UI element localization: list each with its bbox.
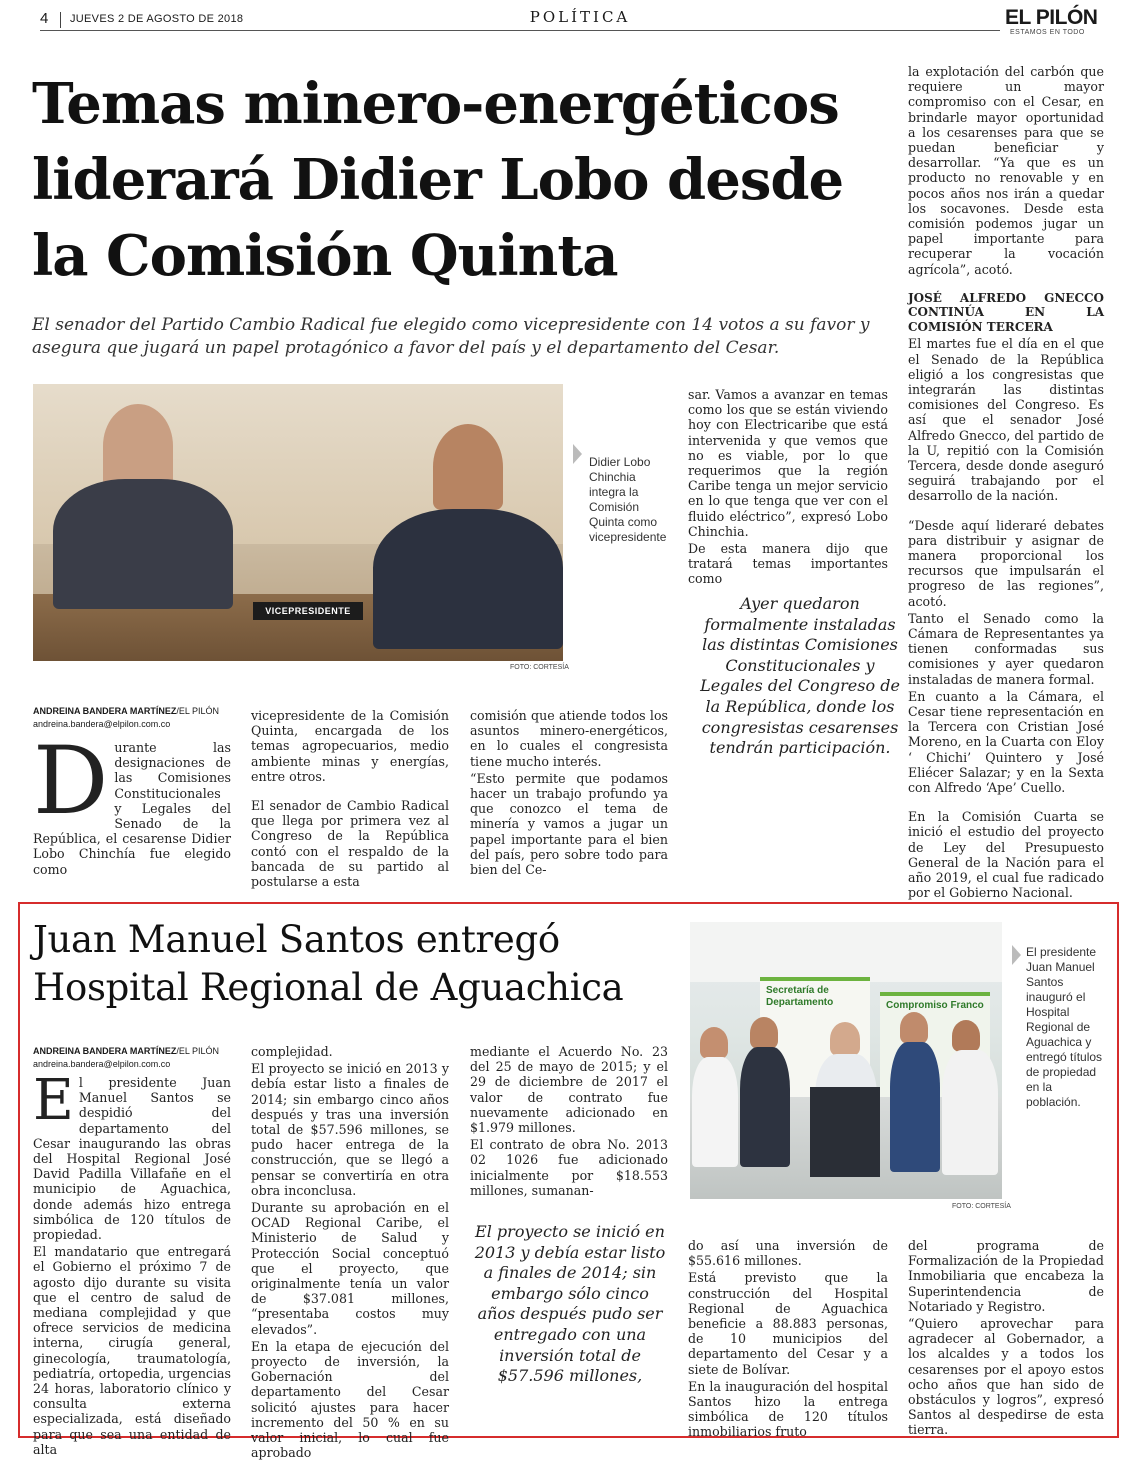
photo-person-4-head — [900, 1012, 928, 1044]
paragraph: Tanto el Senado como la Cámara de Representantes ya tienen conformadas sus comisiones y ayer quedaron instaladas de manera formal. — [908, 610, 1104, 687]
byline-author: ANDREINA BANDERA MARTÍNEZ — [33, 706, 177, 716]
caption-arrow-icon — [573, 444, 582, 464]
photo-person-right-head — [433, 424, 503, 510]
photo-person-2-head — [750, 1017, 778, 1049]
article1-headline: Temas minero-energéticos liderará Didier Lobo desde la Comisión Quinta — [32, 71, 844, 289]
paragraph: Durante su aprobación en el OCAD Regional Caribe, el Ministerio de Salud y Protección Social conceptuó que el proyecto, que originalmente tenía un valor de $37.081 millones, “presentaba costos muy elevados”. — [251, 1200, 449, 1337]
article2-column-2 — [251, 1044, 449, 1462]
paragraph-text: l presidente Juan Manuel Santos se despidió del departamento del Cesar inaugurando las obras del Hospital Regional José David Padilla Villafañe en el municipio de Aguachica, donde además hizo entrega simbólica de 120 títulos de propiedad. — [33, 1075, 231, 1243]
article1-column-2 — [251, 708, 449, 891]
article1-byline — [33, 706, 219, 716]
newspaper-logo-subtitle: ESTAMOS EN TODO — [1010, 29, 1085, 36]
article2-dropcap: E — [33, 1068, 74, 1133]
paragraph: mediante el Acuerdo No. 23 del 25 de mayo de 2015; y el 29 de diciembre de 2017 el valor de contrato fue nuevamente adicionado en $1.979 millones. — [470, 1044, 668, 1136]
photo-person-4-body — [890, 1042, 940, 1172]
article2-pull-quote: El proyecto se inició en 2013 y debía estar listo a finales de 2014; sin embargo sólo cinco años después pudo ser entregado con una inversión total de $57.596 millones, — [474, 1222, 666, 1386]
paragraph — [33, 1068, 231, 1243]
article1-byline-email: andreina.bandera@elpilon.com.co — [33, 719, 171, 729]
photo-person-5-head — [952, 1020, 980, 1052]
article2-column-4 — [688, 1238, 888, 1442]
photo-podium — [810, 1087, 880, 1177]
header-rule — [40, 30, 1000, 31]
article2-column-3 — [470, 1044, 668, 1200]
byline-outlet: /EL PILÓN — [176, 706, 220, 716]
caption-arrow-icon — [1012, 945, 1021, 965]
photo-person-santos-head — [830, 1022, 860, 1056]
article1-pull-quote: Ayer quedaron formalmente instaladas las distintas Comisiones Constitucionales y Legales del Congreso de la República, donde los congresistas cesarenses tendrán participación. — [700, 594, 900, 758]
paragraph: comisión que atiende todos los asuntos minero-energéticos, en lo cuales el congresista tiene mucho interés. — [470, 708, 668, 769]
paragraph: En la inauguración del hospital Santos hizo la entrega simbólica de 120 títulos inmobiliarios fruto — [688, 1378, 888, 1440]
photo-banner-left-text: Secretaría de Departamento — [766, 985, 834, 1008]
article1-subhead: El senador del Partido Cambio Radical fue elegido como vicepresidente con 14 votos a su favor y asegura que jugará un papel protagónico a favor del país y el departamento del Cesar. — [32, 315, 870, 358]
paragraph: De esta manera dijo que tratará temas importantes como — [688, 541, 888, 587]
paragraph: En cuanto a la Cámara, el Cesar tiene representación en la Tercera con Cristian José Moreno, en la Cuarta con Eloy ‘ Chichi’ Quintero y José Eliécer Salazar; y en la Sexta con Alfredo ‘Ape’ Cuello. — [908, 688, 1104, 796]
article1-column-1 — [33, 727, 231, 877]
paragraph: En la etapa de ejecución del proyecto de inversión, la Gobernación del departamento del Cesar solicitó ajustes para hacer incremento del 50 % en su valor inicial, lo cual fue aprobado — [251, 1338, 449, 1461]
article1-photo-caption: Didier Lobo Chinchia integra la Comisión Quinta como vicepresidente — [589, 455, 667, 544]
photo-nameplate: VICEPRESIDENTE — [253, 602, 363, 620]
paragraph: sar. Vamos a avanzar en temas como los que se están viviendo hoy con Electricaribe que está intervenida y que vemos que no es viable, por lo que requerimos que la región Caribe tenga un mejor servicio en lo que tenga que ver con el fluido eléctrico”, expresó Lobo Chinchia. — [688, 387, 888, 539]
paragraph: El mandatario que entregará el Gobierno el próximo 7 de agosto dijo durante su visita que el centro de salud de mediana complejidad y que ofrece servicios de medicina interna, cirugía general, ginecología, traumatología, pediatría, ortopedia, urgencias 24 horas, laboratorio clínico y consulta externa especializada, está diseñado para que sea una entidad de alta — [33, 1244, 231, 1457]
paragraph: la explotación del carbón que requiere un mayor compromiso con el Cesar, en brindarle mayor oportunidad a los cesarenses para que se puedan beneficiar y desarrollar. “Ya que es un producto no renovable y en pocos años nos irán a quedar los socavones. Desde esta comisión podemos jugar un papel importante para recuperar la vocación agrícola”, acotó. — [908, 64, 1104, 277]
article2-column-1 — [33, 1068, 231, 1459]
paragraph: Está previsto que la construcción del Hospital Regional de Aguachica beneficie a 88.883 personas, de 10 municipios del departamento del Cesar y a siete de Bolívar. — [688, 1270, 888, 1377]
byline-outlet: /EL PILÓN — [176, 1046, 220, 1056]
paragraph: do así una inversión de $55.616 millones. — [688, 1238, 888, 1269]
photo-banner-right-text: Compromiso Franco — [886, 1000, 984, 1011]
article2-photo-caption: El presidente Juan Manuel Santos inauguró el Hospital Regional de Aguachica y entregó títulos de propiedad en la población. — [1026, 945, 1103, 1109]
article2-photo — [690, 922, 1002, 1199]
paragraph: “Esto permite que podamos hacer un trabajo profundo ya que conozco el tema de minería y vamos a jugar un papel importante para el bien del país, pero sobre todo para bien del Ce- — [470, 770, 668, 878]
paragraph: urante las designaciones de las Comisiones Constitucionales y Legales del Senado de la República, el cesarense Didier Lobo Chinchía fue elegido como — [33, 740, 231, 877]
article1-photo — [33, 384, 563, 661]
newspaper-logo: EL PILÓN — [1005, 6, 1098, 29]
article2-headline: Juan Manuel Santos entregó Hospital Regional de Aguachica — [33, 918, 624, 1009]
paragraph: El martes fue el día en el que el Senado de la República eligió a los congresistas que integrarán las distintas comisiones del Congreso. Es así que el senador José Alfredo Gnecco, del partido de la U, repitió con la Comisión Tercera, desde donde aseguró seguirá trabajando por el desarrollo de la nación. — [908, 336, 1104, 504]
photo-ceiling — [690, 922, 1002, 982]
page-number: 4 — [40, 10, 49, 27]
photo-person-5-body — [942, 1050, 998, 1175]
photo-person-left-head — [103, 404, 173, 488]
paragraph: complejidad. — [251, 1044, 333, 1059]
photo-person-1-head — [700, 1027, 728, 1059]
article2-photo-credit: FOTO: CORTESÍA — [952, 1203, 1011, 1210]
article2-column-5 — [908, 1238, 1104, 1440]
article2-byline — [33, 1046, 219, 1056]
article1-dropcap: D — [33, 727, 109, 836]
photo-person-1-body — [692, 1057, 738, 1167]
photo-person-2-body — [740, 1047, 790, 1167]
paragraph: El senador de Cambio Radical que llega por primera vez al Congreso de la República contó con el respaldo de la bancada de su partido al postularse a esta — [251, 798, 449, 890]
article1-column-4 — [688, 387, 888, 589]
header-date: JUEVES 2 DE AGOSTO DE 2018 — [70, 13, 244, 25]
paragraph: “Quiero aprovechar para agradecer al Gobernador, a los alcaldes y a todos los cesarenses por el apoyo estos ocho años que han sido de obstáculos y logros”, expresó Santos al despedirse de esta tierra. — [908, 1316, 1104, 1438]
article1-photo-credit: FOTO: CORTESÍA — [510, 664, 569, 671]
article2-byline-email: andreina.bandera@elpilon.com.co — [33, 1059, 171, 1069]
article1-subtitle: JOSÉ ALFREDO GNECCO CONTINÚA EN LA COMISIÓN TERCERA — [908, 290, 1104, 334]
photo-person-right-body — [373, 509, 563, 649]
paragraph: El proyecto se inició en 2013 y debía estar listo a finales de 2014; sin embargo cinco años después y tras una inversión total de $57.596 millones, se pudo hacer entrega de la construcción, que se llegó a pensar se convertiría en otra obra inconclusa. — [251, 1061, 449, 1198]
section-label: POLÍTICA — [529, 8, 631, 26]
paragraph: En la Comisión Cuarta se inició el estudio del proyecto de Ley del Presupuesto General de la Nación para el año 2019, el cual fue radicado por el Gobierno Nacional. — [908, 809, 1104, 901]
paragraph: vicepresidente de la Comisión Quinta, encargada de los temas agropecuarios, medio ambiente minas y energías, entre otros. — [251, 708, 449, 784]
article1-right-column — [908, 64, 1104, 902]
paragraph: “Desde aquí lideraré debates para distribuir y asignar de manera proporcional los recursos que impulsarán el progreso de las regiones”, acotó. — [908, 517, 1104, 609]
paragraph: El contrato de obra No. 2013 02 1026 fue adicionado inicialmente por $18.553 millones, sumanan- — [470, 1137, 668, 1198]
byline-author: ANDREINA BANDERA MARTÍNEZ — [33, 1046, 177, 1056]
article1-column-3 — [470, 708, 668, 879]
paragraph: del programa de Formalización de la Propiedad Inmobiliaria que encabeza la Superintendencia de Notariado y Registro. — [908, 1238, 1104, 1314]
header-separator — [60, 12, 61, 28]
photo-person-left-body — [53, 479, 233, 609]
